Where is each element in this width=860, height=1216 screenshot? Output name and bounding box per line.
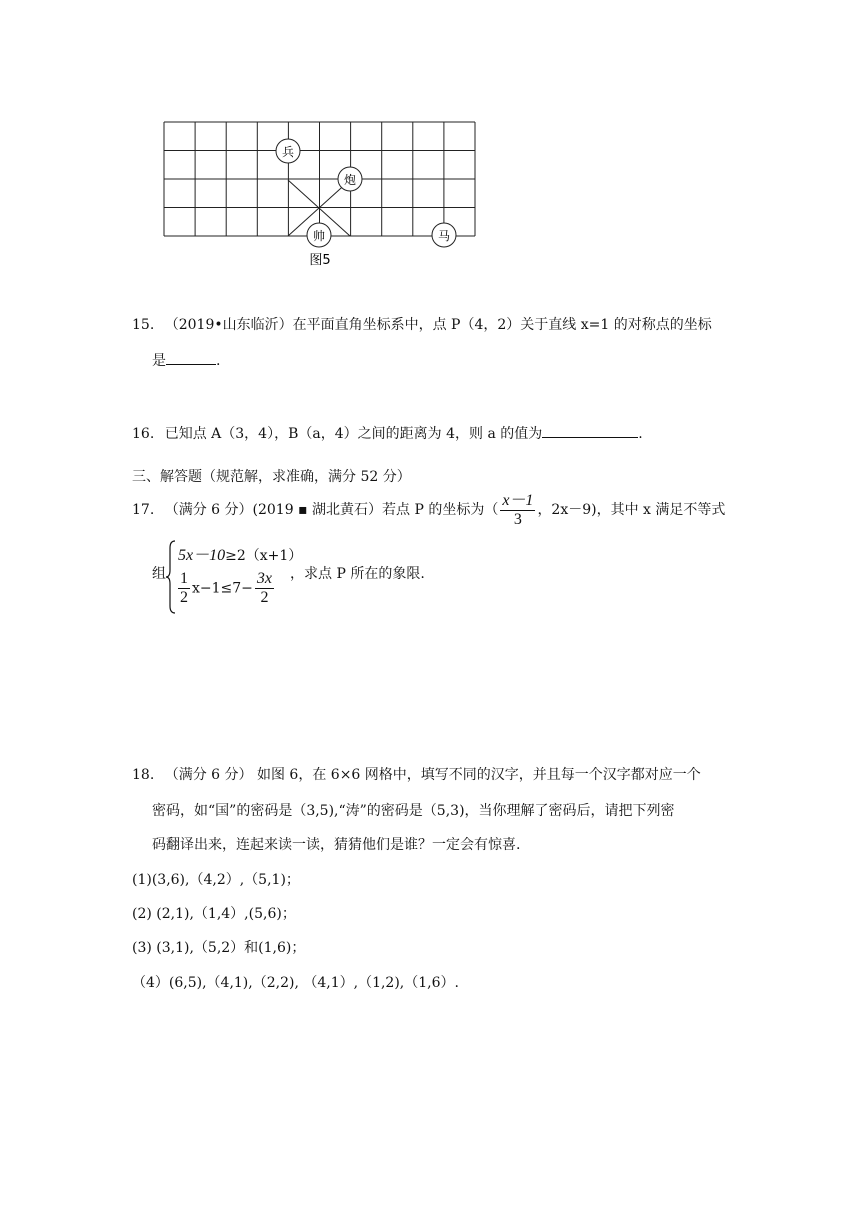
ineq2-3x-den: 2 <box>260 589 269 606</box>
q17-frac-num: x－1 <box>502 491 534 509</box>
piece-bing-label: 兵 <box>281 145 295 159</box>
ineq2-frac-half <box>178 570 190 607</box>
q17-prefix: （满分 6 分）(2019 ▪ 湖北黄石）若点 P 的坐标为（ <box>164 502 499 518</box>
piece-shuai <box>307 223 331 247</box>
piece-pao <box>338 167 362 191</box>
q17-fraction <box>500 492 535 529</box>
ineq2-frac-3x <box>255 570 274 607</box>
ineq2-half-num: 1 <box>180 570 188 587</box>
q18-line2: 密码，如“国”的密码是（3,5),“涛”的密码是（5,3)，当你理解了密码后，请把下列密 <box>152 803 675 819</box>
figure-caption: 图5 <box>309 253 331 268</box>
q17-frac-den: 3 <box>513 510 522 528</box>
piece-shuai-label: 帅 <box>312 229 326 243</box>
chessboard-figure <box>0 100 860 380</box>
q18-line1 <box>132 766 701 784</box>
piece-bing <box>276 139 300 163</box>
q15-answer-blank[interactable] <box>166 350 216 365</box>
piece-ma <box>432 223 456 247</box>
ineq2-3x-num: 3x <box>256 570 273 587</box>
section3-title: 三、解答题（规范解，求准确，满分 52 分） <box>132 469 411 485</box>
q15-end: . <box>216 353 221 369</box>
ineq1-right: ≥2（x+1） <box>225 548 303 564</box>
q15-line2-text: 是 <box>152 353 166 369</box>
ineq1-left: 5x－10 <box>178 547 226 564</box>
q17-tail: ，求点 P 所在的象限. <box>290 566 425 582</box>
q18-item3: (3) (3,1),（5,2）和(1,6)； <box>132 940 306 956</box>
q17-number: 17. <box>132 502 155 518</box>
q18-item2: (2) (2,1),（1,4）,(5,6)； <box>132 906 296 922</box>
q15-source: （2019•山东临沂） <box>164 317 293 333</box>
q15-number: 15. <box>132 317 155 333</box>
inequality-1 <box>178 542 302 565</box>
q17-label: 组 <box>152 566 166 582</box>
q15-line1 <box>132 316 712 334</box>
piece-pao-label: 炮 <box>343 173 357 187</box>
q16-end: . <box>638 426 643 442</box>
ineq2-half-den: 2 <box>180 589 188 606</box>
q18-number: 18. <box>132 767 155 783</box>
piece-ma-label: 马 <box>437 229 451 243</box>
q15-text: 在平面直角坐标系中，点 P（4，2）关于直线 x=1 的对称点的坐标 <box>292 317 712 333</box>
left-brace <box>166 540 176 614</box>
q15-line2 <box>152 350 220 370</box>
q18-item1: (1)(3,6),（4,2）,（5,1)； <box>132 872 300 888</box>
q17-line1 <box>132 490 725 530</box>
ineq2-mid: x−1≤7− <box>192 580 253 597</box>
q17-suffix: ，2x－9)，其中 x 满足不等式 <box>537 502 726 518</box>
q16-line <box>132 423 643 443</box>
board-grid <box>164 122 475 236</box>
q16-answer-blank[interactable] <box>542 423 638 438</box>
inequality-2 <box>176 570 276 607</box>
q16-text: 已知点 A（3，4），B（a，4）之间的距离为 4，则 a 的值为 <box>164 426 543 442</box>
q18-line3: 码翻译出来，连起来读一读，猜猜他们是谁？一定会有惊喜. <box>152 837 521 853</box>
q18-item4: （4）(6,5),（4,1),（2,2), （4,1）,（1,2),（1,6）. <box>132 975 459 991</box>
q18-line1-text: （满分 6 分） 如图 6，在 6×6 网格中，填写不同的汉字，并且每一个汉字都对应一个 <box>164 767 701 783</box>
q16-number: 16. <box>132 426 155 442</box>
